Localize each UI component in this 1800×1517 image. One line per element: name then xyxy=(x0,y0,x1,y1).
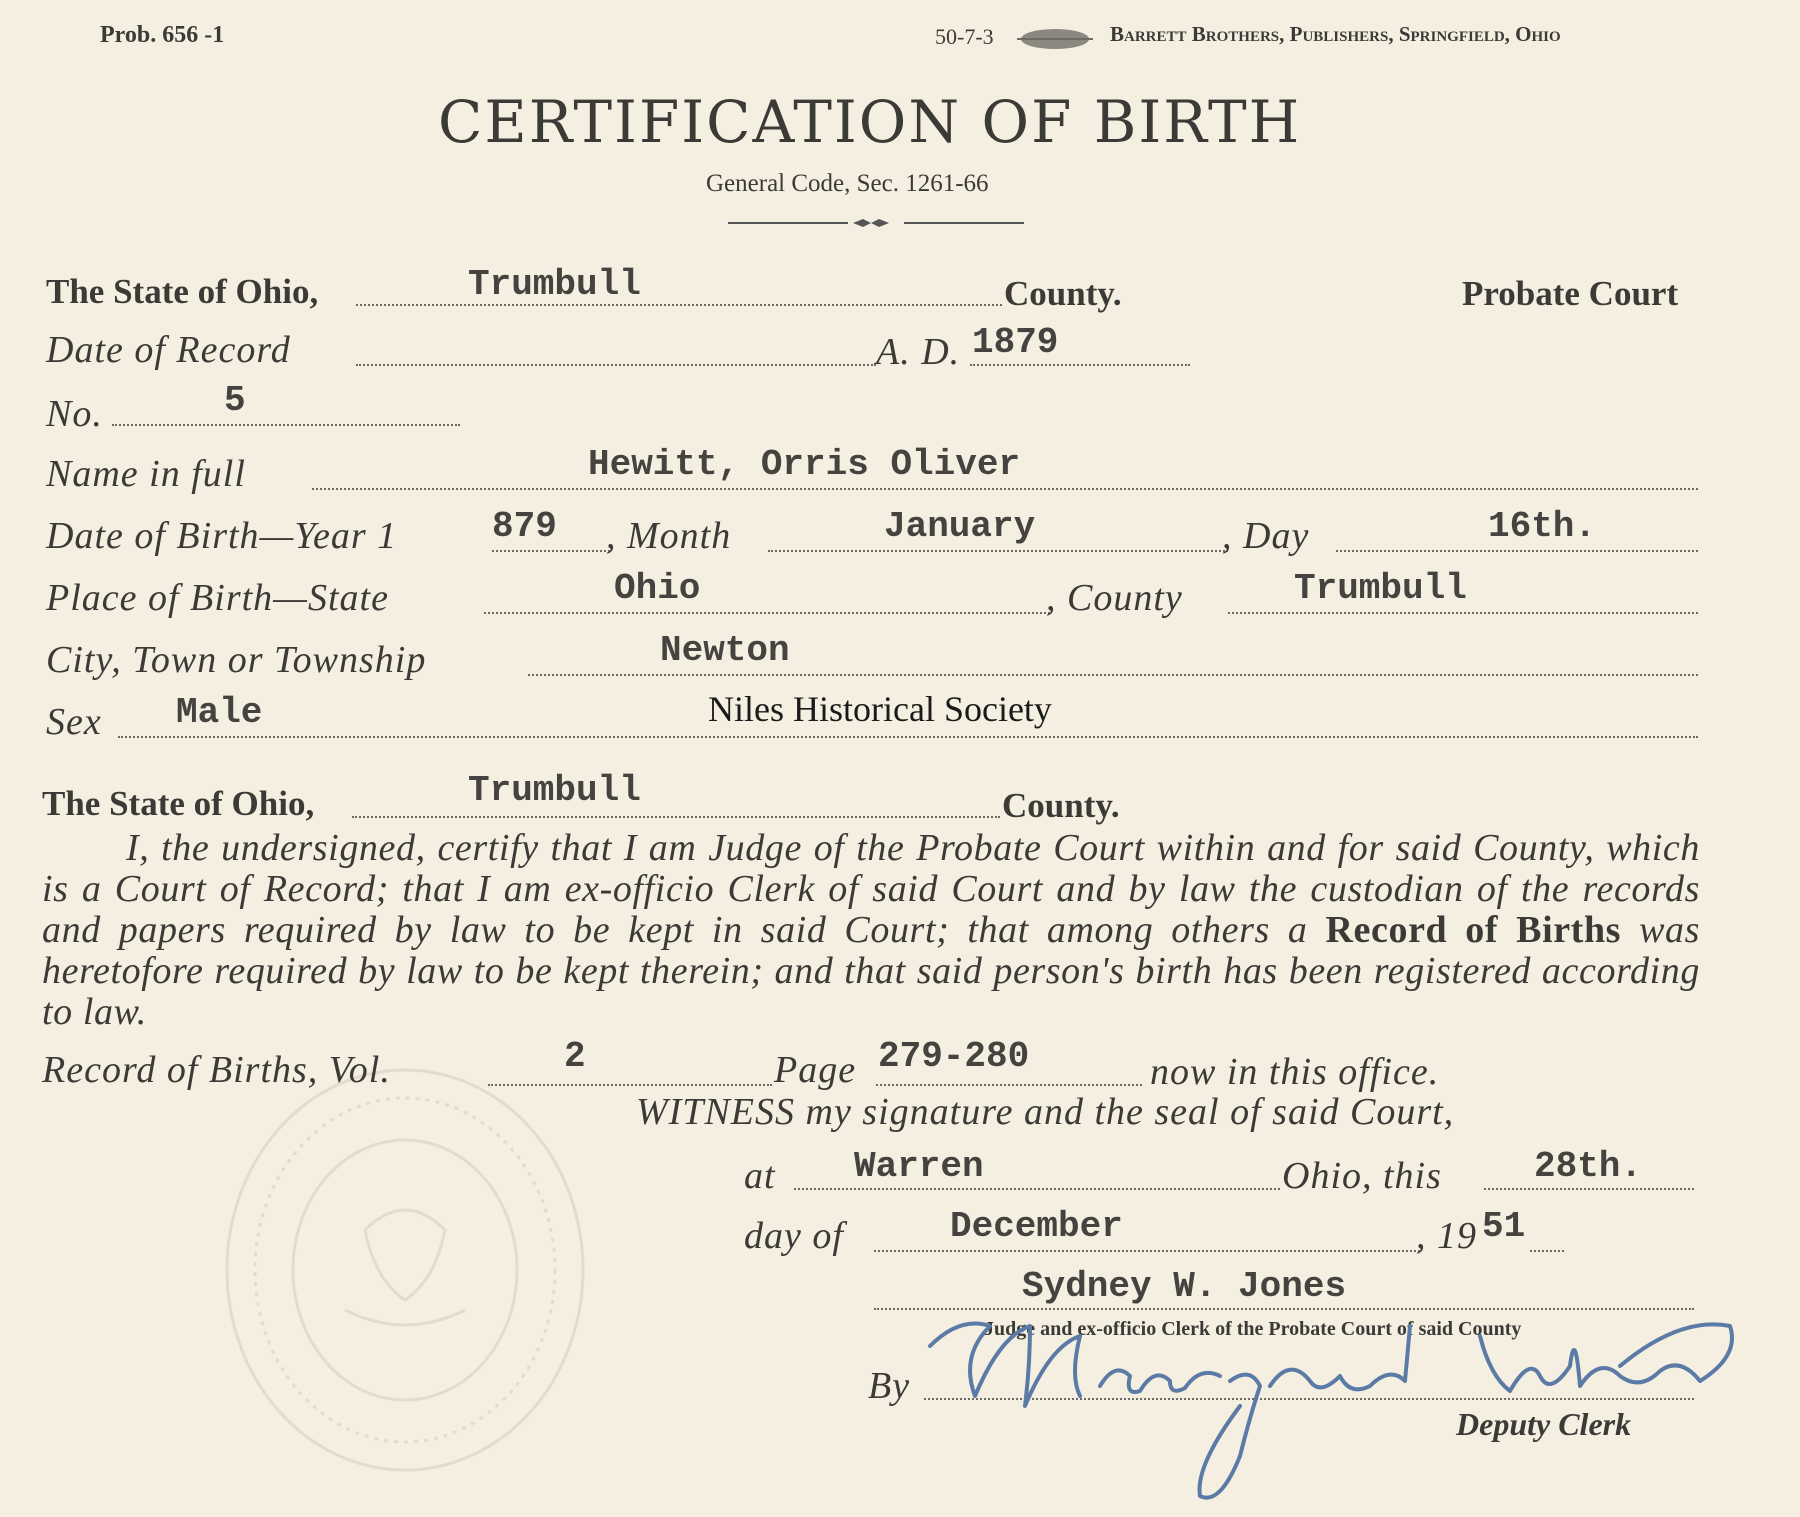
form-number: Prob. 656 -1 xyxy=(100,22,225,48)
printer-code: 50-7-3 xyxy=(935,24,994,49)
township-label: City, Town or Township xyxy=(46,639,427,681)
name-value: Hewitt, Orris Oliver xyxy=(588,444,1021,485)
number-label: No. xyxy=(46,393,103,435)
cert-month-value: December xyxy=(950,1206,1123,1247)
by-label: By xyxy=(868,1365,911,1407)
number-value: 5 xyxy=(224,380,246,421)
at-label: at xyxy=(744,1155,776,1197)
ohio-this-label: Ohio, this xyxy=(1282,1155,1442,1197)
day-label: , Day xyxy=(1222,515,1310,557)
birth-state-label: Place of Birth—State xyxy=(46,577,389,619)
year-prefix-label: , 19 xyxy=(1416,1215,1477,1257)
now-in-office-label: now in this office. xyxy=(1150,1051,1440,1093)
pages-value: 279-280 xyxy=(878,1036,1030,1077)
printer-emblem-icon xyxy=(1015,26,1095,52)
certification-paragraph: I, the undersigned, certify that I am Judge of the Probate Court within and for said County, which is a Court of Record; that I am ex-officio Clerk of said Court and by law the custodian of the records and papers required by law to be kept in said Court; that among others a Record of Births was heretofore required by law to be kept therein; and that said person's birth has been registered according to law. xyxy=(42,827,1701,1033)
sex-label: Sex xyxy=(46,701,102,743)
cert-year-value: 51 xyxy=(1482,1206,1526,1247)
watermark-text: Niles Historical Society xyxy=(708,689,1052,729)
page-label: Page xyxy=(774,1049,857,1091)
probate-court-label: Probate Court xyxy=(1462,274,1679,313)
page-subtitle: General Code, Sec. 1261-66 xyxy=(706,170,989,197)
birth-year-value: 879 xyxy=(492,506,557,547)
birth-county-label: , County xyxy=(1046,577,1183,619)
township-value: Newton xyxy=(660,630,790,671)
birth-state-value: Ohio xyxy=(614,568,701,609)
sex-value: Male xyxy=(176,692,263,733)
signature-image xyxy=(920,1296,1760,1516)
date-of-record-label: Date of Record xyxy=(46,329,291,371)
county-value: Trumbull xyxy=(468,264,641,305)
city-value: Warren xyxy=(854,1146,984,1187)
page-title: CERTIFICATION OF BIRTH xyxy=(438,88,1302,156)
cert-day-value: 28th. xyxy=(1534,1146,1643,1187)
ad-label: A. D. xyxy=(876,331,961,373)
birth-year-label: Date of Birth—Year 1 xyxy=(46,515,398,557)
birth-month-value: January xyxy=(884,506,1036,547)
birth-day-value: 16th. xyxy=(1488,506,1597,547)
cert-county-label: County. xyxy=(1002,786,1120,825)
day-of-label: day of xyxy=(744,1215,844,1257)
volume-label: Record of Births, Vol. xyxy=(42,1049,391,1091)
birth-county-value: Trumbull xyxy=(1294,568,1467,609)
state-label: The State of Ohio, xyxy=(46,272,319,311)
publisher: Barrett Brothers, Publishers, Springfield, Ohio xyxy=(1110,22,1561,46)
cert-county-value: Trumbull xyxy=(468,770,641,811)
ornament-divider xyxy=(728,216,1024,230)
record-year-value: 1879 xyxy=(972,322,1059,363)
witness-line: WITNESS my signature and the seal of said Court, xyxy=(636,1091,1455,1133)
judge-caption: Judge and ex-officio Clerk of the Probate Court of said County xyxy=(984,1318,1522,1340)
name-label: Name in full xyxy=(46,453,246,495)
volume-value: 2 xyxy=(564,1036,586,1077)
judge-name: Sydney W. Jones xyxy=(1022,1266,1347,1307)
deputy-clerk-label: Deputy Clerk xyxy=(1456,1406,1632,1442)
month-label: , Month xyxy=(606,515,732,557)
court-seal xyxy=(215,1060,595,1480)
cert-state-label: The State of Ohio, xyxy=(42,784,315,823)
county-label: County. xyxy=(1004,274,1122,313)
